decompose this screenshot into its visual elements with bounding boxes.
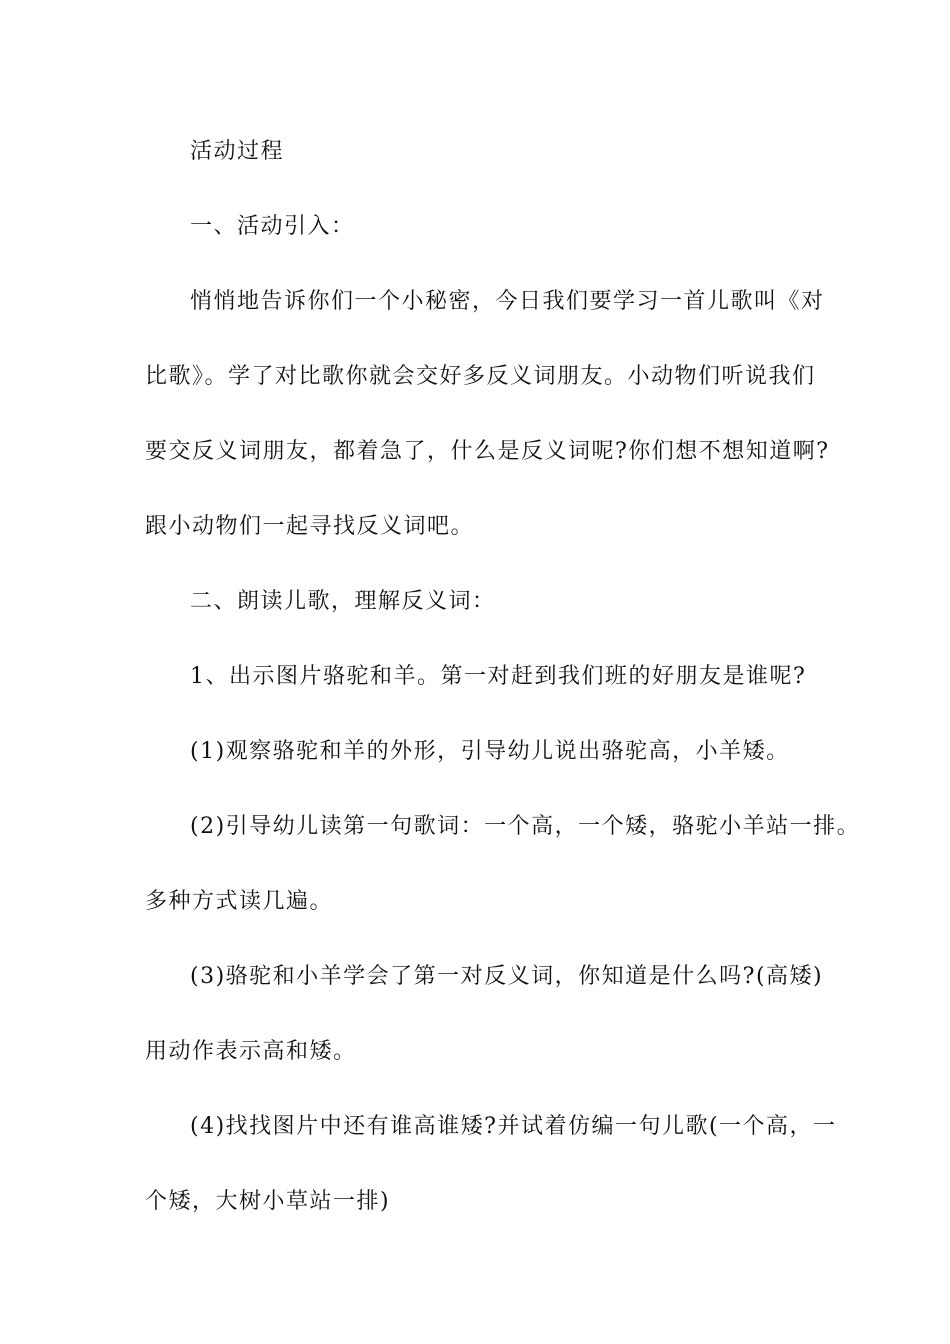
section-heading-reading: 二、朗读儿歌，理解反义词： [190,589,496,614]
paragraph-line: (2)引导幼儿读第一句歌词：一个高，一个矮，骆驼小羊站一排。 [190,814,861,839]
section-heading-activity-process: 活动过程 [190,139,285,164]
section-heading-introduction: 一、活动引入： [190,214,355,239]
paragraph-line: 用动作表示高和矮。 [145,1039,357,1064]
paragraph-line: (1)观察骆驼和羊的外形，引导幼儿说出骆驼高，小羊矮。 [190,739,790,764]
paragraph-line: 比歌》。学了对比歌你就会交好多反义词朋友。小动物们听说我们 [145,364,816,389]
paragraph-line: 多种方式读几遍。 [145,889,334,914]
paragraph-line: 个矮，大树小草站一排) [145,1189,391,1214]
paragraph-line: 跟小动物们一起寻找反义词吧。 [145,514,475,539]
paragraph-line: 1、出示图片骆驼和羊。第一对赶到我们班的好朋友是谁呢? [190,664,807,689]
paragraph-line: (4)找找图片中还有谁高谁矮?并试着仿编一句儿歌(一个高，一 [190,1114,837,1139]
paragraph-line: (3)骆驼和小羊学会了第一对反义词，你知道是什么吗?(高矮) [190,964,824,989]
paragraph-line: 悄悄地告诉你们一个小秘密，今日我们要学习一首儿歌叫《对 [190,289,825,314]
paragraph-line: 要交反义词朋友，都着急了，什么是反义词呢?你们想不想知道啊? [145,439,830,464]
